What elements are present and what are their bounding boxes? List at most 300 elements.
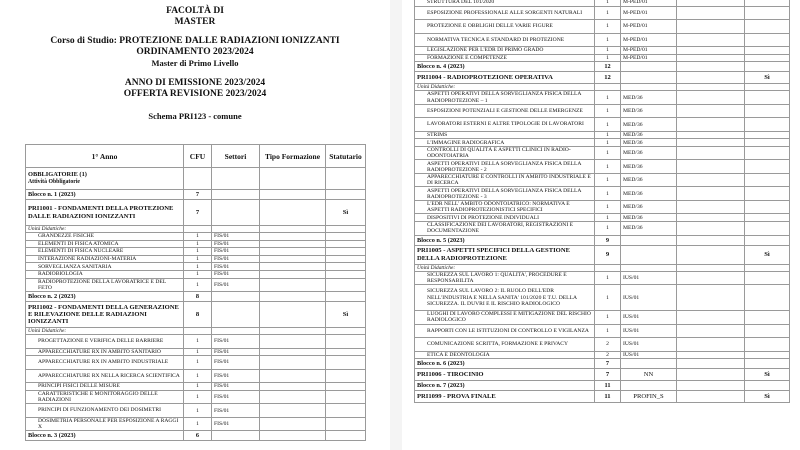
unit-cfu: 1 [595,311,621,325]
module-title: PRI1004 - RADIOPROTEZIONE OPERATIVA [415,72,595,84]
unit-name: RADIOBIOLOGIA [26,270,184,278]
unit-settore: IUS/01 [621,271,677,285]
unit-statutario [745,285,790,311]
unit-name: COMUNICAZIONE SCRITTA, FORMAZIONE E PRIVACY [415,338,595,352]
unit-name: DISPOSITIVI DI PROTEZIONE INDIVIDUALI [415,214,595,222]
module-statutario: Sì [326,200,366,226]
unit-cfu: 1 [595,33,621,47]
unit-tipo [260,404,326,418]
unit-statutario [326,348,366,356]
module-cfu: 8 [184,302,212,328]
page-gutter [390,0,402,450]
unit-cfu: 1 [595,214,621,222]
unit-name: RADIOPROTEZIONE DELLA LAVORATRICE E DEL FETO [26,278,184,292]
obligatory-row [26,168,366,190]
unit-settore: MED/36 [621,104,677,118]
unit-cfu: 1 [595,104,621,118]
unit-settore: MED/36 [621,187,677,201]
unit-tipo [260,263,326,271]
unit-cfu: 1 [184,255,212,263]
ud-label-row [415,264,790,271]
unit-statutario [745,187,790,201]
offer-revision: OFFERTA REVISIONE 2023/2024 [123,89,267,99]
unit-name: ASPETTI OPERATIVI DELLA SORVEGLIANZA FISICA DELLA RADIOPROTEZIONE – 1 [415,91,595,105]
module-statutario: Sì [745,391,790,403]
unit-statutario [745,324,790,338]
left-curriculum-table [25,144,366,441]
unit-cfu: 1 [184,240,212,248]
module-statutario: Sì [745,369,790,381]
unit-row [26,356,366,370]
block-label: Blocco n. 2 (2023) [26,292,184,302]
unit-cfu: 1 [595,54,621,62]
unit-row [415,285,790,311]
ud-label: Unità Didattiche: [26,226,184,233]
unit-row [415,33,790,47]
unit-row [415,54,790,62]
unit-name: LEGISLAZIONE PER L'EDR DI PRIMO GRADO [415,47,595,55]
unit-tipo [260,248,326,256]
unit-tipo [677,160,745,174]
unit-row [415,311,790,325]
block-cfu: 7 [595,359,621,369]
module-statutario: Sì [745,245,790,264]
ordinamento: ORDINAMENTO 2023/2024 [136,47,254,57]
module-row [26,302,366,328]
unit-tipo [260,233,326,241]
module-row [415,72,790,84]
unit-cfu: 2 [595,338,621,352]
module-row [26,200,366,226]
unit-name: PRINCIPI FISICI DELLE MISURE [26,383,184,391]
faculty-title: FACOLTÀ DI [166,6,224,16]
ud-label-row [26,328,366,335]
module-cfu: 7 [184,200,212,226]
unit-row [26,390,366,404]
unit-name: ELEMENTI DI FISICA ATOMICA [26,240,184,248]
unit-cfu: 1 [595,47,621,55]
unit-cfu: 1 [595,146,621,160]
module-cfu: 9 [595,245,621,264]
unit-rows-2 [26,335,366,431]
module-settore: NN [621,369,677,381]
unit-cfu: 1 [184,335,212,349]
unit-cfu: 1 [595,20,621,34]
unit-statutario [326,369,366,383]
unit-name: PROGETTAZIONE E VERIFICA DELLE BARRIERE [26,335,184,349]
unit-name: SICUREZZA SUL LAVORO 2: IL RUOLO DELL'EDR NELL'INDUSTRIA E NELLA SANITA' 101/2020 E T.U. DELLA SICUREZZA. IL DUVRI E IL RISCHIO RADIOLOGICO [415,285,595,311]
unit-settore: FIS/01 [212,248,260,256]
unit-settore: FIS/01 [212,255,260,263]
unit-statutario [326,278,366,292]
unit-row [26,263,366,271]
unit-tipo [260,240,326,248]
unit-tipo [677,139,745,147]
unit-row [415,20,790,34]
unit-name: SICUREZZA SUL LAVORO 1: QUALITA', PROCEDURE E RESPONSABILITA [415,271,595,285]
unit-name: ETICA E DEONTOLOGIA [415,351,595,359]
unit-statutario [745,200,790,214]
ud-label-row [26,226,366,233]
block-row [415,359,790,369]
unit-row [415,91,790,105]
unit-settore: FIS/01 [212,383,260,391]
unit-name: ESPOSIZIONE PROFESSIONALE ALLE SORGENTI NATURALI [415,6,595,20]
unit-tipo [677,271,745,285]
unit-settore: FIS/01 [212,278,260,292]
unit-cfu: 1 [184,278,212,292]
unit-settore: IUS/01 [621,338,677,352]
block-row [415,62,790,72]
module-statutario: Sì [326,302,366,328]
unit-cfu: 1 [184,356,212,370]
unit-tipo [260,356,326,370]
unit-cfu: 1 [184,383,212,391]
unit-settore: IUS/01 [621,351,677,359]
unit-tipo [677,104,745,118]
unit-cfu: 1 [595,131,621,139]
module-title: PRI1002 - FONDAMENTI DELLA GENERAZIONE E RILEVAZIONE DELLE RADIAZIONI IONIZZANTI [26,302,184,328]
unit-statutario [326,390,366,404]
unit-tipo [677,146,745,160]
unit-tipo [260,255,326,263]
unit-tipo [677,33,745,47]
unit-settore: FIS/01 [212,335,260,349]
unit-row [26,348,366,356]
block-label: Blocco n. 3 (2023) [26,431,184,441]
unit-settore: FIS/01 [212,369,260,383]
unit-tipo [260,270,326,278]
unit-tipo [260,369,326,383]
ud-label: Unità Didattiche: [415,84,595,91]
unit-tipo [677,222,745,236]
block-cfu: 11 [595,381,621,391]
unit-name: STRIMS [415,131,595,139]
unit-statutario [326,263,366,271]
unit-cfu: 1 [184,390,212,404]
unit-name: ASPETTI OPERATIVI DELLA SORVEGLIANZA FISICA DELLA RADIOPROTEZIONE - 2 [415,160,595,174]
unit-settore: FIS/01 [212,356,260,370]
block-row [26,190,366,200]
unit-tipo [677,47,745,55]
unit-cfu: 1 [184,263,212,271]
unit-statutario [745,351,790,359]
unit-statutario [745,338,790,352]
schema: Schema PRI123 - comune [148,111,242,121]
unit-name: SORVEGLIANZA SANITARIA [26,263,184,271]
unit-name: LUOGHI DI LAVORO COMPLESSI E MITIGAZIONE DEL RISCHIO RADIOLOGICO [415,311,595,325]
unit-statutario [326,233,366,241]
unit-tipo [260,390,326,404]
unit-row [415,271,790,285]
col-cfu: CFU [184,145,212,168]
unit-settore: M-PED/01 [621,0,677,6]
unit-name: RAPPORTI CON LE ISTITUZIONI DI CONTROLLO E VIGILANZA [415,324,595,338]
unit-cfu: 1 [595,173,621,187]
module-title: PRI1005 - ASPETTI SPECIFICI DELLA GESTIONE DELLA RADIOPROTEZIONE [415,245,595,264]
unit-cfu: 1 [184,404,212,418]
unit-cfu: 1 [184,369,212,383]
ud-label: Unità Didattiche: [415,264,595,271]
unit-tipo [677,351,745,359]
unit-row [26,383,366,391]
block-cfu: 9 [595,235,621,245]
unit-statutario [745,6,790,20]
unit-settore: MED/36 [621,146,677,160]
unit-statutario [745,104,790,118]
col-year: 1° Anno [26,145,184,168]
unit-statutario [745,311,790,325]
unit-settore: MED/36 [621,118,677,132]
module-row [415,369,790,381]
block-label: Blocco n. 7 (2023) [415,381,595,391]
unit-row [415,146,790,160]
unit-name: FORMAZIONE E COMPETENZE [415,54,595,62]
unit-cfu: 1 [595,160,621,174]
unit-settore: MED/36 [621,91,677,105]
unit-tipo [677,311,745,325]
unit-settore: FIS/01 [212,270,260,278]
unit-settore: MED/36 [621,222,677,236]
unit-name: NORMATIVA TECNICA E STANDARD DI PROTEZIONE [415,33,595,47]
unit-tipo [260,335,326,349]
unit-settore: FIS/01 [212,404,260,418]
block-label: Blocco n. 4 (2023) [415,62,595,72]
unit-name: APPARECCHIATURE RX NELLA RICERCA SCIENTIFICA [26,369,184,383]
unit-row [26,369,366,383]
block-row [415,235,790,245]
unit-cfu: 1 [184,233,212,241]
unit-row [415,173,790,187]
unit-statutario [745,47,790,55]
unit-tipo [677,91,745,105]
module-cfu: 11 [595,391,621,403]
obligatory-title: OBBLIGATORIE (1) [28,171,87,178]
unit-row [415,104,790,118]
unit-statutario [326,383,366,391]
unit-tipo [260,383,326,391]
unit-tipo [260,348,326,356]
unit-settore: MED/36 [621,214,677,222]
unit-statutario [326,417,366,431]
unit-name: L'EDR NELL' AMBITO ODONTOIATRICO: NORMATIVA E ASPETTI RADIOPROTEZIONISTICI SPECIFICI [415,200,595,214]
unit-row [26,278,366,292]
unit-name: STRUTTURA DEL 101/2020 [415,0,595,6]
col-tipo: Tipo Formazione [260,145,326,168]
ud-label: Unità Didattiche: [26,328,184,335]
unit-name: CLASSIFICAZIONE DEI LAVORATORI, REGISTRAZIONI E DOCUMENTAZIONE [415,222,595,236]
unit-cfu: 1 [595,139,621,147]
unit-row [415,131,790,139]
obligatory-sub: Attività Obbligatorie [28,178,81,185]
unit-settore: M-PED/01 [621,6,677,20]
unit-settore: FIS/01 [212,240,260,248]
unit-statutario [326,248,366,256]
block-row [26,292,366,302]
unit-cfu: 1 [184,348,212,356]
unit-row [415,338,790,352]
unit-settore: IUS/01 [621,311,677,325]
unit-tipo [260,278,326,292]
unit-row [415,222,790,236]
module-title: PRI1001 - FONDAMENTI DELLA PROTEZIONE DALLE RADIAZIONI IONIZZANTI [26,200,184,226]
unit-statutario [326,335,366,349]
unit-name: APPARECCHIATURE E CONTROLLI IN AMBITO INDUSTRIALE E DI RICERCA [415,173,595,187]
unit-name: DOSIMETRIA PERSONALE PER ESPOSIZIONE A RAGGI X [26,417,184,431]
right-curriculum-table [414,0,790,403]
unit-row [415,351,790,359]
unit-cfu: 1 [595,187,621,201]
unit-settore: M-PED/01 [621,33,677,47]
unit-settore: FIS/01 [212,348,260,356]
unit-tipo [677,214,745,222]
unit-statutario [745,160,790,174]
unit-name: L'IMMAGINE RADIOGRAFICA [415,139,595,147]
unit-settore: FIS/01 [212,263,260,271]
unit-cfu: 1 [595,324,621,338]
module-cfu: 12 [595,72,621,84]
module-title: PRI1006 - TIROCINIO [415,369,595,381]
block-label: Blocco n. 6 (2023) [415,359,595,369]
unit-name: CARATTERISTICHE E MONITORAGGIO DELLE RADIAZIONI [26,390,184,404]
unit-settore: MED/36 [621,160,677,174]
unit-settore: IUS/01 [621,285,677,311]
unit-name: APPARECCHIATURE RX IN AMBITO SANITARIO [26,348,184,356]
unit-tipo [677,285,745,311]
unit-statutario [326,356,366,370]
unit-cfu: 1 [595,222,621,236]
block-cfu: 12 [595,62,621,72]
unit-settore: M-PED/01 [621,20,677,34]
unit-name: LAVORATORI ESTERNI E ALTRE TIPOLOGIE DI LAVORATORI [415,118,595,132]
unit-cfu: 1 [595,118,621,132]
unit-statutario [745,222,790,236]
unit-statutario [745,173,790,187]
block-cfu: 7 [184,190,212,200]
unit-statutario [745,33,790,47]
unit-settore: MED/36 [621,131,677,139]
unit-cfu: 1 [595,91,621,105]
unit-statutario [745,20,790,34]
unit-row [415,214,790,222]
emission-year: ANNO DI EMISSIONE 2023/2024 [124,78,266,88]
unit-row [26,233,366,241]
unit-row [26,417,366,431]
module-title: PRI1099 - PROVA FINALE [415,391,595,403]
unit-name: CONTROLLI DI QUALITÀ E ASPETTI CLINICI IN RADIO-ODONTOIATRIA [415,146,595,160]
unit-cfu: 1 [595,285,621,311]
unit-tipo [677,187,745,201]
unit-statutario [326,270,366,278]
block-row [415,381,790,391]
unit-settore: MED/36 [621,173,677,187]
unit-row [415,139,790,147]
unit-cfu: 1 [595,6,621,20]
unit-tipo [677,173,745,187]
right-page [402,0,800,450]
module-cfu: 7 [595,369,621,381]
unit-row [415,118,790,132]
unit-rows-1 [26,233,366,292]
unit-statutario [745,54,790,62]
unit-settore: IUS/01 [621,324,677,338]
unit-cfu: 1 [184,417,212,431]
table-header [26,145,366,168]
ud-label-row [415,84,790,91]
unit-settore: M-PED/01 [621,54,677,62]
faculty-subtitle: MASTER [174,17,216,27]
unit-tipo [677,324,745,338]
unit-cfu: 1 [184,248,212,256]
unit-row [26,335,366,349]
block-row [26,431,366,441]
unit-statutario [326,404,366,418]
unit-statutario [326,255,366,263]
course-title: Corso di Studio: PROTEZIONE DALLE RADIAZIONI IONIZZANTI [50,36,340,46]
block-label: Blocco n. 5 (2023) [415,235,595,245]
unit-rows-top [415,0,790,62]
unit-statutario [745,214,790,222]
unit-row [26,248,366,256]
unit-settore: FIS/01 [212,233,260,241]
unit-rows-4 [415,91,790,235]
unit-statutario [745,139,790,147]
block-cfu: 6 [184,431,212,441]
unit-name: ASPETTI OPERATIVI DELLA SORVEGLIANZA FISICA DELLA RADIOPROTEZIONE - 3 [415,187,595,201]
unit-tipo [677,118,745,132]
unit-cfu: 1 [184,270,212,278]
unit-row [415,324,790,338]
unit-name: INTERAZIONE RADIAZIONI-MATERIA [26,255,184,263]
unit-tipo [677,20,745,34]
unit-settore: FIS/01 [212,390,260,404]
unit-tipo [677,54,745,62]
unit-row [415,200,790,214]
unit-cfu: 1 [595,0,621,6]
unit-name: APPARECCHIATURE RX IN AMBITO INDUSTRIALE [26,356,184,370]
unit-name: ELEMENTI DI FISICA NUCLEARE [26,248,184,256]
unit-row [26,255,366,263]
unit-statutario [745,146,790,160]
unit-statutario [745,271,790,285]
unit-name: ESPOSIZIONI POTENZIALI E GESTIONE DELLE EMERGENZE [415,104,595,118]
unit-settore: M-PED/01 [621,47,677,55]
unit-statutario [745,131,790,139]
unit-row [26,404,366,418]
unit-cfu: 1 [595,271,621,285]
unit-row [415,6,790,20]
unit-row [415,47,790,55]
unit-name: PRINCIPI DI FUNZIONAMENTO DEI DOSIMETRI [26,404,184,418]
unit-settore: FIS/01 [212,417,260,431]
module-settore: PROFIN_S [621,391,677,403]
unit-rows-5 [415,271,790,359]
unit-settore: MED/36 [621,139,677,147]
unit-tipo [677,6,745,20]
unit-statutario [745,91,790,105]
unit-tipo [677,338,745,352]
left-page [0,0,390,450]
col-statutario: Statutario [326,145,366,168]
unit-row [415,160,790,174]
unit-tipo [677,200,745,214]
unit-name: PROTEZIONE E OBBLIGHI DELLE VARIE FIGURE [415,20,595,34]
unit-name: GRANDEZZE FISICHE [26,233,184,241]
block-label: Blocco n. 1 (2023) [26,190,184,200]
module-row [415,245,790,264]
block-cfu: 8 [184,292,212,302]
unit-row [26,240,366,248]
